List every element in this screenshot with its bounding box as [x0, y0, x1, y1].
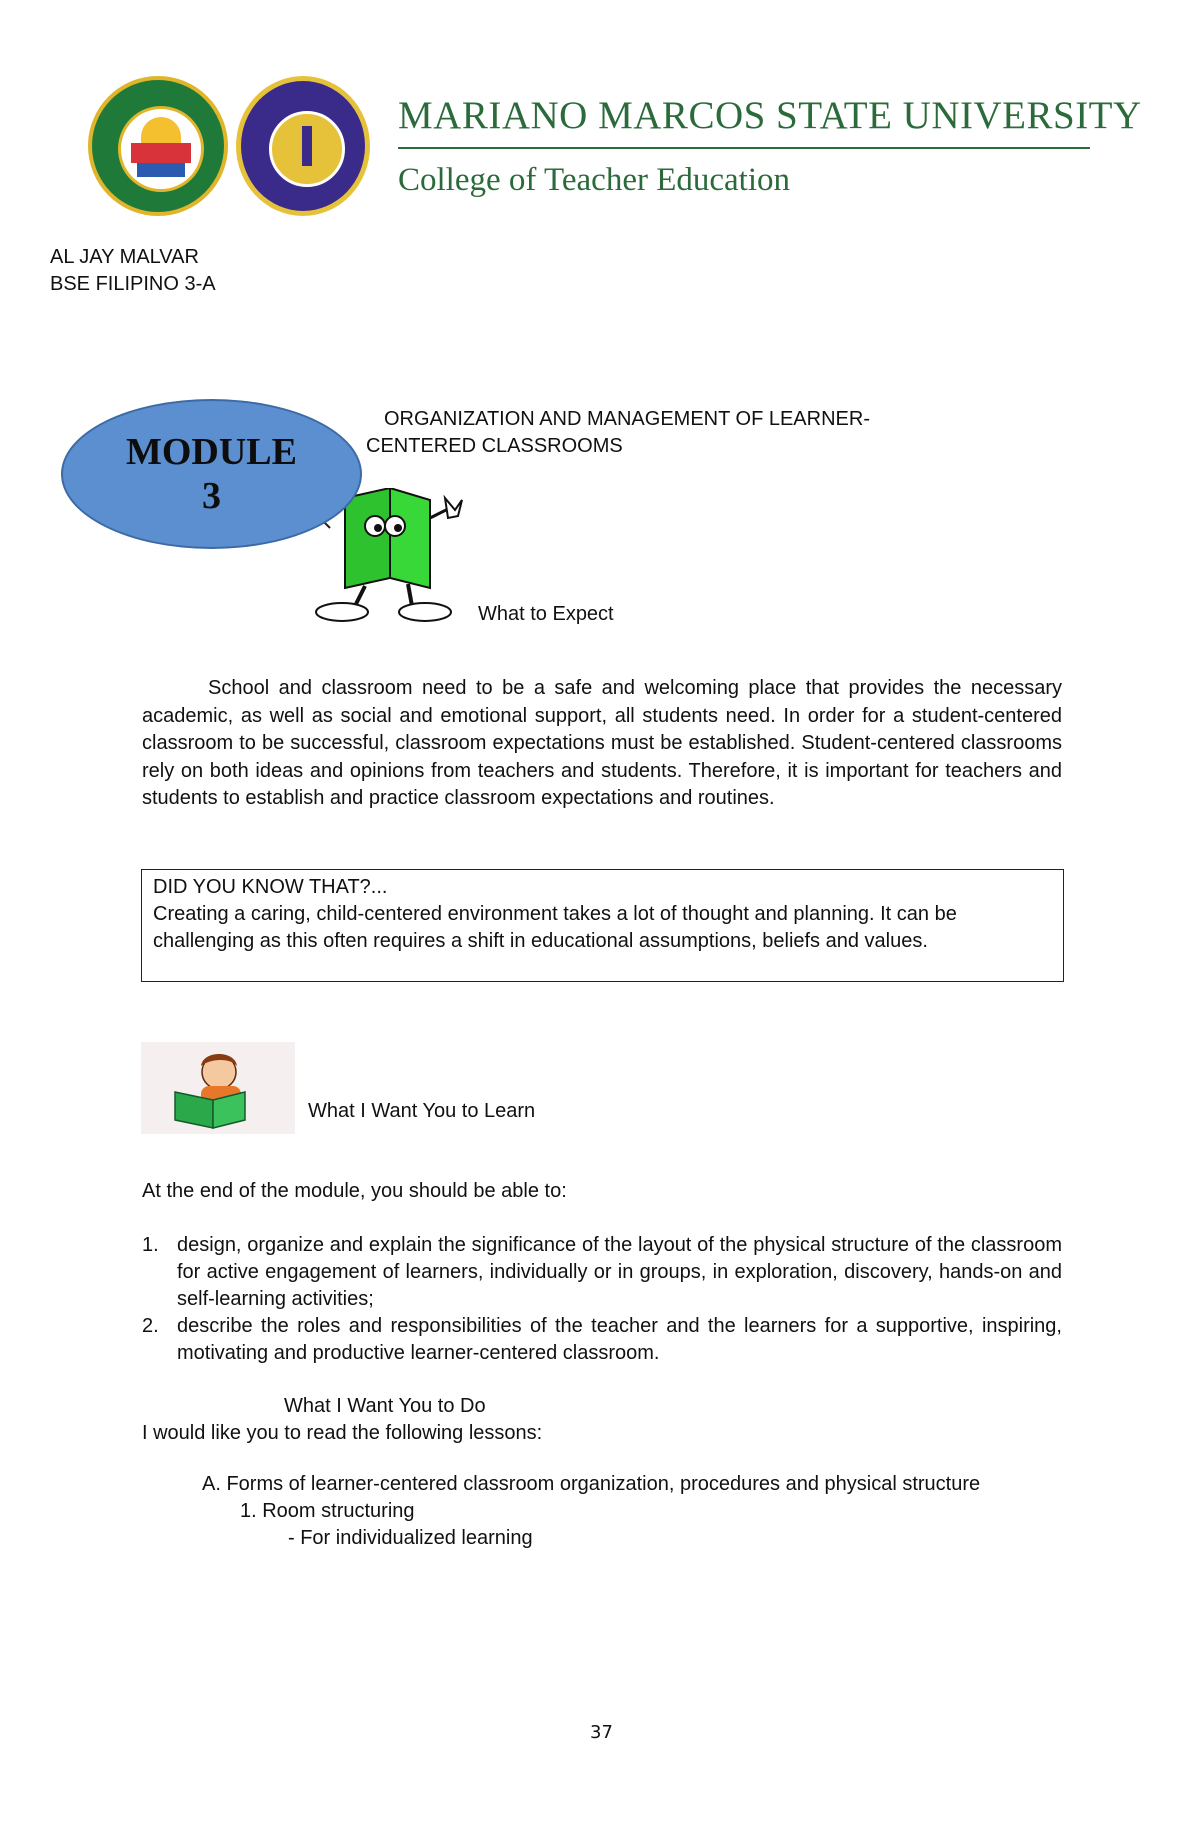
did-you-know-title: DID YOU KNOW THAT?... [153, 876, 388, 898]
module-label: MODULE [126, 431, 297, 473]
page-number: 37 [590, 1722, 613, 1743]
lessons-intro: I would like you to read the following lessons: [142, 1422, 543, 1444]
objective-text: design, organize and explain the significance of the layout of the physical structure of the classroom for active engagement of learners, individually or in groups, in exploration, discovery, hands-on and self-learning activities; [177, 1234, 1062, 1310]
student-name: AL JAY MALVAR [50, 246, 199, 268]
objectives-intro: At the end of the module, you should be able to: [142, 1180, 567, 1202]
student-section: BSE FILIPINO 3-A [50, 273, 216, 295]
objective-number: 2. [142, 1315, 159, 1337]
module-badge [61, 399, 362, 549]
intro-paragraph [142, 675, 1062, 813]
university-title: MARIANO MARCOS STATE UNIVERSITY [398, 94, 1142, 137]
what-i-want-you-to-do-heading: What I Want You to Do [284, 1395, 486, 1417]
intro-paragraph-text: School and classroom need to be a safe and welcoming place that provides the necessary academic, as well as social and emotional support, all students need. In order for a student-centered classroom to be successful, classroom expectations must be established. Student-centered classrooms rely on both ideas and opinions from teachers and students. Therefore, it is important for teachers and students to establish and practice classroom expectations and routines. [142, 677, 1062, 809]
objectives-list [142, 1232, 1062, 1367]
objective-number: 1. [142, 1234, 159, 1256]
module-title [366, 406, 870, 460]
reading-child-illustration [141, 1042, 295, 1134]
header-divider [398, 147, 1090, 149]
did-you-know-box [141, 869, 1064, 982]
college-title: College of Teacher Education [398, 162, 791, 198]
lesson-sub-item: - For individualized learning [288, 1527, 533, 1549]
what-to-expect-heading: What to Expect [478, 603, 614, 625]
student-info [50, 244, 216, 298]
mmsu-seal-logo [88, 76, 228, 216]
list-item [142, 1313, 1062, 1367]
cte-seal-logo [236, 76, 370, 216]
list-item [142, 1232, 1062, 1313]
objective-text: describe the roles and responsibilities of the teacher and the learners for a supportive, inspiring, motivating and productive learner-centered classroom. [177, 1315, 1062, 1364]
did-you-know-body: Creating a caring, child-centered environment takes a lot of thought and planning. It can be challenging as this often requires a shift in educational assumptions, beliefs and values. [153, 903, 957, 952]
lesson-a: A. Forms of learner-centered classroom organization, procedures and physical structure [202, 1473, 981, 1495]
module-number: 3 [202, 475, 221, 517]
lesson-1: 1. Room structuring [240, 1500, 415, 1522]
module-title-line-1: ORGANIZATION AND MANAGEMENT OF LEARNER- [384, 408, 870, 430]
what-i-want-you-to-learn-heading: What I Want You to Learn [308, 1100, 536, 1122]
module-title-line-2: CENTERED CLASSROOMS [366, 435, 623, 457]
